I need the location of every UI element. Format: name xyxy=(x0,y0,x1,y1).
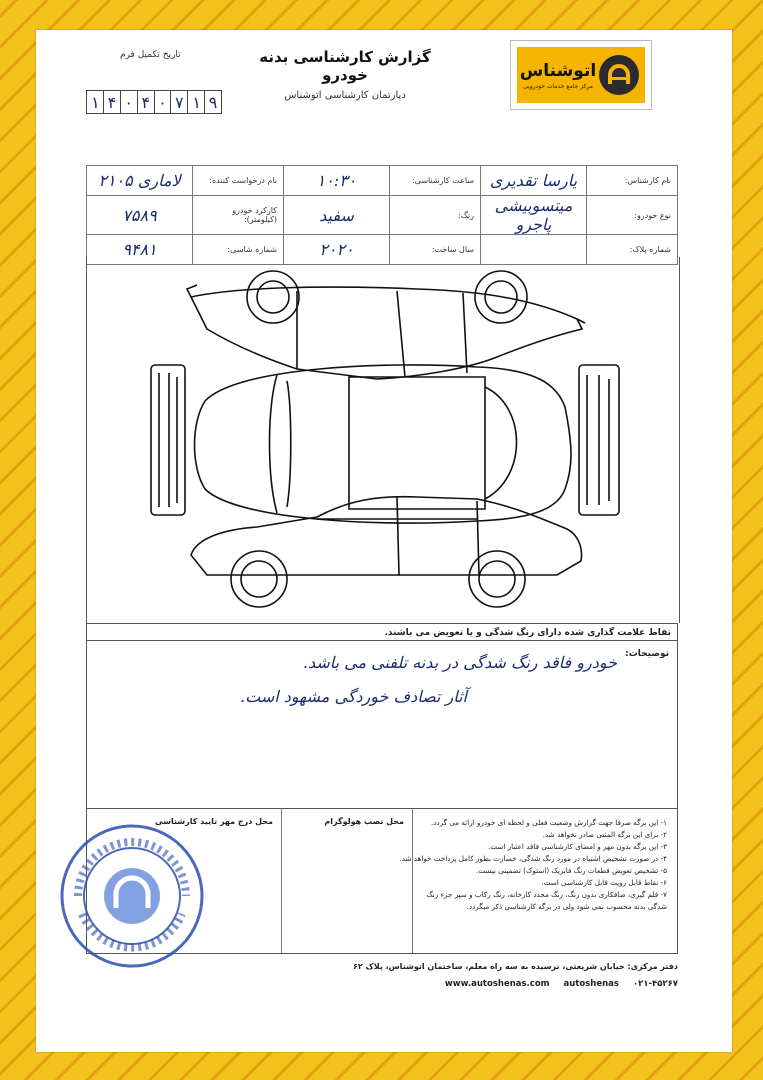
car-body-diagram xyxy=(86,257,680,623)
terms-item: ۵- تشخیص تعویض قطعات رنگ فابریک (استوک) تضمینی نیست. xyxy=(475,866,667,875)
description-box xyxy=(86,641,678,809)
requester-value: لاماری ۲۱۰۵ xyxy=(87,166,193,196)
phone-text: ۰۲۱-۴۵۲۶۷ xyxy=(632,979,678,989)
website-link[interactable]: www.autoshenas.com xyxy=(444,979,550,989)
chassis-value: ۹۴۸۱ xyxy=(87,235,193,265)
vehicle-info-table xyxy=(86,165,678,265)
fill-date-digit: ۹ xyxy=(205,90,222,114)
car-outline-drawing xyxy=(87,257,679,623)
terms-item: ۱- این برگه صرفا جهت گزارش وضعیت فعلی و لحظه ای خودرو ارائه می گردد. xyxy=(430,818,667,827)
seal-title: محل درج مهر تایید کارشناسی xyxy=(155,817,273,826)
logo-name: اتوشناس xyxy=(519,60,597,81)
car-side-view-top xyxy=(187,271,585,379)
terms-item: ۷- قلم گیری، صافکاری بدون رنگ، رنگ مجدد کارخانه، رنگ رکاب و سپر جزء رنگ xyxy=(426,890,667,899)
report-title-block xyxy=(240,48,450,101)
description-line-1: خودرو فاقد رنگ شدگی در بدنه تلفنی می باشد. xyxy=(302,653,617,672)
footer-contacts xyxy=(86,979,678,989)
terms-item: ۶- نقاط قابل رویت قابل کارشناسی است. xyxy=(541,878,667,887)
car-type-label: نوع خودرو: xyxy=(587,196,678,235)
mileage-value: ۷۵۸۹ xyxy=(87,196,193,235)
mileage-label: کارکرد خودرو (کیلومتر): xyxy=(193,196,284,235)
fill-date-digit: ۷ xyxy=(171,90,188,114)
color-value: سفید xyxy=(284,196,390,235)
report-subtitle: دپارتمان کارشناسی اتوشناس xyxy=(284,90,406,101)
footer-address: دفتر مرکزی: خیابان شریعتی، نرسیده به سه راه معلم، ساختمان اتوشناس، پلاک ۶۲ xyxy=(353,962,678,971)
terms-item: ۴- در صورت تشخیص اشتباه در مورد رنگ شدگی، خسارت بطور کامل پرداخت خواهد شد. xyxy=(399,854,667,863)
fill-date-label: تاریخ تکمیل فرم xyxy=(120,50,181,60)
terms-item: ۲- برای این برگه المثنی صادر نخواهد شد. xyxy=(542,830,667,839)
car-type-value: میتسوبیشی پاجرو xyxy=(481,196,587,235)
fill-date-digit: ۰ xyxy=(155,90,172,114)
report-title: گزارش کارشناسی بدنه خودرو xyxy=(259,48,431,84)
footer xyxy=(86,962,678,989)
description-label: توضیحات: xyxy=(625,649,669,659)
fill-date-boxes xyxy=(86,90,222,114)
color-label: رنگ: xyxy=(390,196,481,235)
requester-label: نام درخواست کننده: xyxy=(193,166,284,196)
description-line-2: آثار تصادف خوردگی مشهود است. xyxy=(240,687,467,706)
instagram-handle: autoshenas xyxy=(563,979,619,989)
logo-mark-icon xyxy=(599,55,639,95)
company-stamp-seal xyxy=(58,822,206,970)
plate-label: شماره پلاک: xyxy=(587,235,678,265)
fill-date-digit: ۴ xyxy=(138,90,155,114)
year-label: سال ساخت: xyxy=(390,235,481,265)
fill-date-digit: ۱ xyxy=(86,90,104,114)
diagram-note: نقاط علامت گذاری شده دارای رنگ شدگی و یا تعویض می باشند. xyxy=(86,623,678,641)
car-side-view-bottom xyxy=(191,497,581,607)
fill-date-digit: ۱ xyxy=(188,90,205,114)
hologram-title: محل نصب هولوگرام xyxy=(324,817,404,826)
inspection-time-label: ساعت کارشناسی: xyxy=(390,166,481,196)
hologram-area xyxy=(281,809,412,953)
terms-item: ۳- این برگه بدون مهر و امضای کارشناسی فاقد اعتبار است. xyxy=(487,842,667,851)
expert-name-label: نام کارشناس: xyxy=(587,166,678,196)
terms-list xyxy=(399,809,677,953)
fill-date-digit: ۴ xyxy=(104,90,121,114)
expert-name-value: یارسا تقدیری xyxy=(481,166,587,196)
logo xyxy=(510,40,652,110)
terms-item: شدگی بدنه محسوب نمی شود ولی در برگه کارشناسی ذکر میگردد. xyxy=(466,902,667,911)
logo-subtitle: مرکز جامع خدمات خودرویی xyxy=(523,82,593,90)
inspection-time-value: ۱۰:۳۰ xyxy=(284,166,390,196)
chassis-label: شماره شاسی: xyxy=(193,235,284,265)
year-value: ۲۰۲۰ xyxy=(284,235,390,265)
car-top-view xyxy=(151,365,619,523)
fill-date-digit: ۰ xyxy=(121,90,138,114)
